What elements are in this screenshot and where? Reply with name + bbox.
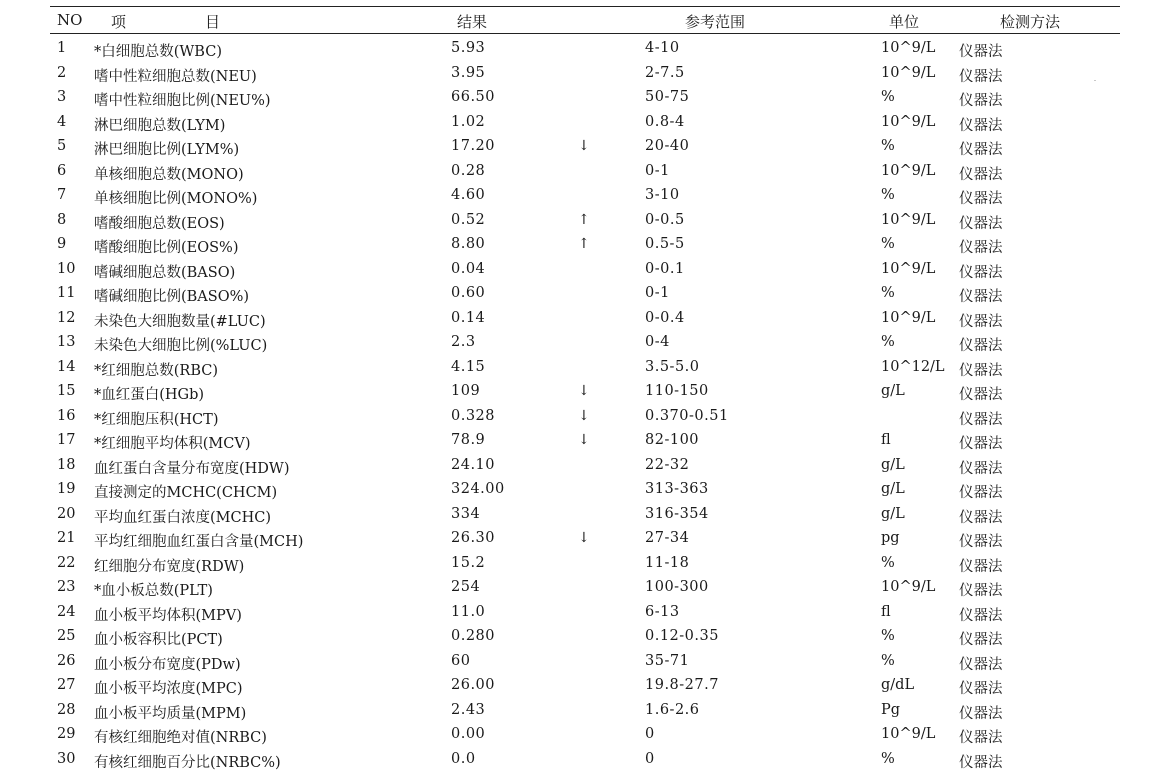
row-reference-range: 82-100 bbox=[645, 432, 700, 448]
row-result: 1.02 bbox=[451, 113, 486, 130]
row-method: 仪器法 bbox=[959, 117, 1003, 134]
row-reference-range: 35-71 bbox=[645, 652, 690, 669]
row-method: 仪器法 bbox=[959, 44, 1003, 60]
row-number: 23 bbox=[57, 579, 76, 595]
row-method: 仪器法 bbox=[959, 705, 1003, 722]
row-item-name: 嗜酸细胞比例(EOS%) bbox=[94, 240, 239, 256]
row-result: 4.60 bbox=[451, 187, 486, 203]
row-result: 3.95 bbox=[451, 64, 486, 81]
table-row bbox=[50, 110, 1120, 135]
row-reference-range: 6-13 bbox=[645, 603, 680, 620]
row-method: 仪器法 bbox=[959, 93, 1003, 109]
row-method: 仪器法 bbox=[959, 362, 1003, 379]
row-result: 15.2 bbox=[451, 554, 486, 571]
row-reference-range: 0.8-4 bbox=[645, 113, 685, 130]
row-item-name: 单核细胞总数(MONO) bbox=[94, 166, 244, 183]
row-unit: fl bbox=[881, 603, 891, 620]
row-method: 仪器法 bbox=[959, 632, 1003, 648]
row-reference-range: 316-354 bbox=[645, 505, 709, 522]
row-result: 0.14 bbox=[451, 309, 486, 326]
header-item-2: 目 bbox=[205, 13, 221, 31]
row-result: 0.60 bbox=[451, 285, 486, 301]
row-reference-range: 0.5-5 bbox=[645, 236, 685, 252]
row-reference-range: 27-34 bbox=[645, 530, 690, 546]
row-item-name: 嗜碱细胞总数(BASO) bbox=[94, 264, 236, 281]
row-item-name: 单核细胞比例(MONO%) bbox=[94, 191, 258, 207]
row-result: 334 bbox=[451, 505, 481, 522]
row-item-name: *血小板总数(PLT) bbox=[94, 583, 213, 599]
row-unit: 10^9/L bbox=[881, 162, 936, 179]
row-item-name: *红细胞总数(RBC) bbox=[94, 362, 219, 379]
row-result: 24.10 bbox=[451, 456, 496, 473]
row-result: 60 bbox=[451, 652, 471, 669]
row-number: 3 bbox=[57, 89, 67, 105]
row-result: 78.9 bbox=[451, 432, 486, 448]
row-result: 26.30 bbox=[451, 530, 496, 546]
header-method: 检测方法 bbox=[1000, 13, 1061, 31]
row-unit: % bbox=[881, 652, 895, 669]
header-rule bbox=[50, 33, 1120, 34]
scan-speck bbox=[1094, 80, 1096, 81]
row-reference-range: 20-40 bbox=[645, 138, 690, 154]
row-item-name: 直接测定的MCHC(CHCM) bbox=[94, 485, 278, 501]
row-method: 仪器法 bbox=[959, 583, 1003, 599]
row-reference-range: 0-1 bbox=[645, 285, 670, 301]
row-number: 13 bbox=[57, 334, 76, 350]
table-row bbox=[50, 624, 1120, 649]
row-reference-range: 313-363 bbox=[645, 481, 709, 497]
row-item-name: 有核红细胞绝对值(NRBC) bbox=[94, 730, 267, 746]
row-number: 10 bbox=[57, 260, 76, 277]
row-number: 12 bbox=[57, 309, 76, 326]
row-unit: 10^9/L bbox=[881, 40, 936, 56]
table-row bbox=[50, 183, 1120, 208]
row-result: 0.04 bbox=[451, 260, 486, 277]
row-item-name: 嗜碱细胞比例(BASO%) bbox=[94, 289, 250, 305]
row-reference-range: 0-4 bbox=[645, 334, 670, 350]
row-method: 仪器法 bbox=[959, 730, 1003, 746]
row-item-name: 平均血红蛋白浓度(MCHC) bbox=[94, 509, 271, 526]
row-unit: 10^9/L bbox=[881, 64, 936, 81]
row-number: 19 bbox=[57, 481, 76, 497]
table-row bbox=[50, 453, 1120, 478]
row-item-name: 血小板平均体积(MPV) bbox=[94, 607, 242, 624]
table-row bbox=[50, 575, 1120, 600]
row-number: 2 bbox=[57, 64, 67, 81]
row-reference-range: 11-18 bbox=[645, 554, 690, 571]
row-unit: fl bbox=[881, 432, 891, 448]
row-number: 6 bbox=[57, 162, 67, 179]
table-row bbox=[50, 355, 1120, 380]
row-item-name: *红细胞平均体积(MCV) bbox=[94, 436, 251, 452]
row-method: 仪器法 bbox=[959, 558, 1003, 575]
row-unit: 10^9/L bbox=[881, 309, 936, 326]
row-unit: % bbox=[881, 334, 895, 350]
row-result: 66.50 bbox=[451, 89, 496, 105]
table-row bbox=[50, 36, 1120, 61]
row-number: 30 bbox=[57, 750, 76, 767]
table-row bbox=[50, 232, 1120, 257]
row-method: 仪器法 bbox=[959, 191, 1003, 207]
row-unit: % bbox=[881, 187, 895, 203]
table-row bbox=[50, 428, 1120, 453]
row-result: 0.328 bbox=[451, 407, 496, 424]
row-number: 14 bbox=[57, 358, 76, 375]
row-result: 8.80 bbox=[451, 236, 486, 252]
row-result: 0.28 bbox=[451, 162, 486, 179]
table-row bbox=[50, 698, 1120, 723]
row-item-name: 未染色大细胞比例(%LUC) bbox=[94, 338, 268, 354]
row-item-name: 嗜中性粒细胞总数(NEU) bbox=[94, 68, 257, 85]
table-row bbox=[50, 551, 1120, 576]
row-unit: g/L bbox=[881, 481, 905, 497]
table-row bbox=[50, 600, 1120, 625]
row-result: 5.93 bbox=[451, 40, 486, 56]
row-reference-range: 0-0.1 bbox=[645, 260, 685, 277]
table-row bbox=[50, 673, 1120, 698]
row-result: 324.00 bbox=[451, 481, 505, 497]
row-unit: % bbox=[881, 89, 895, 105]
row-result: 26.00 bbox=[451, 677, 496, 693]
lab-report bbox=[50, 6, 1120, 771]
row-result: 2.3 bbox=[451, 334, 476, 350]
row-unit: % bbox=[881, 236, 895, 252]
row-result: 4.15 bbox=[451, 358, 486, 375]
row-unit: % bbox=[881, 138, 895, 154]
row-unit: 10^9/L bbox=[881, 579, 936, 595]
row-unit: % bbox=[881, 750, 895, 767]
row-number: 1 bbox=[57, 40, 67, 56]
row-result: 109 bbox=[451, 383, 481, 399]
row-unit: 10^9/L bbox=[881, 211, 936, 228]
row-item-name: 嗜中性粒细胞比例(NEU%) bbox=[94, 93, 271, 109]
row-reference-range: 0.370-0.51 bbox=[645, 407, 729, 424]
row-unit: pg bbox=[881, 530, 900, 546]
row-item-name: 嗜酸细胞总数(EOS) bbox=[94, 215, 225, 232]
row-item-name: 红细胞分布宽度(RDW) bbox=[94, 558, 245, 575]
row-item-name: *血红蛋白(HGb) bbox=[94, 387, 205, 403]
row-unit: 10^9/L bbox=[881, 260, 936, 277]
row-unit: 10^9/L bbox=[881, 726, 936, 742]
row-number: 27 bbox=[57, 677, 76, 693]
row-unit: % bbox=[881, 285, 895, 301]
row-unit: % bbox=[881, 554, 895, 571]
row-method: 仪器法 bbox=[959, 338, 1003, 354]
table-row bbox=[50, 208, 1120, 233]
table-row bbox=[50, 159, 1120, 184]
row-reference-range: 0 bbox=[645, 726, 655, 742]
row-reference-range: 19.8-27.7 bbox=[645, 677, 719, 693]
row-flag-arrow: ↓ bbox=[578, 530, 590, 546]
row-number: 9 bbox=[57, 236, 67, 252]
table-row bbox=[50, 526, 1120, 551]
header-no: NO bbox=[57, 11, 83, 29]
row-result: 254 bbox=[451, 579, 481, 595]
row-reference-range: 100-300 bbox=[645, 579, 709, 595]
row-number: 15 bbox=[57, 383, 76, 399]
table-row bbox=[50, 330, 1120, 355]
row-reference-range: 0.12-0.35 bbox=[645, 628, 719, 644]
row-method: 仪器法 bbox=[959, 485, 1003, 501]
table-row bbox=[50, 722, 1120, 747]
row-item-name: 血小板分布宽度(PDw) bbox=[94, 656, 241, 673]
row-reference-range: 0-0.5 bbox=[645, 211, 685, 228]
row-reference-range: 0-0.4 bbox=[645, 309, 685, 326]
row-method: 仪器法 bbox=[959, 607, 1003, 624]
row-reference-range: 2-7.5 bbox=[645, 64, 685, 81]
row-flag-arrow: ↓ bbox=[578, 138, 590, 154]
row-unit: Pg bbox=[881, 701, 901, 718]
row-reference-range: 22-32 bbox=[645, 456, 690, 473]
row-item-name: 血小板容积比(PCT) bbox=[94, 632, 223, 648]
row-item-name: 有核红细胞百分比(NRBC%) bbox=[94, 754, 281, 771]
row-number: 7 bbox=[57, 187, 67, 203]
table-row bbox=[50, 306, 1120, 331]
row-flag-arrow: ↑ bbox=[578, 236, 590, 252]
row-number: 26 bbox=[57, 652, 76, 669]
row-reference-range: 4-10 bbox=[645, 40, 680, 56]
row-number: 21 bbox=[57, 530, 76, 546]
header-reference: 参考范围 bbox=[685, 13, 746, 31]
table-header bbox=[50, 7, 1120, 33]
row-number: 11 bbox=[57, 285, 76, 301]
header-item-1: 项 bbox=[111, 13, 127, 31]
row-item-name: 未染色大细胞数量(#LUC) bbox=[94, 313, 266, 330]
row-result: 17.20 bbox=[451, 138, 496, 154]
row-number: 16 bbox=[57, 407, 76, 424]
row-method: 仪器法 bbox=[959, 436, 1003, 452]
row-reference-range: 0 bbox=[645, 750, 655, 767]
row-number: 28 bbox=[57, 701, 76, 718]
row-reference-range: 1.6-2.6 bbox=[645, 701, 700, 718]
header-result: 结果 bbox=[457, 13, 488, 31]
row-item-name: 血小板平均质量(MPM) bbox=[94, 705, 247, 722]
row-method: 仪器法 bbox=[959, 681, 1003, 697]
header-unit: 单位 bbox=[889, 13, 920, 31]
row-number: 17 bbox=[57, 432, 76, 448]
row-method: 仪器法 bbox=[959, 142, 1003, 158]
row-item-name: *红细胞压积(HCT) bbox=[94, 411, 219, 428]
row-method: 仪器法 bbox=[959, 264, 1003, 281]
row-method: 仪器法 bbox=[959, 289, 1003, 305]
row-number: 25 bbox=[57, 628, 76, 644]
row-method: 仪器法 bbox=[959, 387, 1003, 403]
row-result: 0.280 bbox=[451, 628, 496, 644]
row-item-name: 血小板平均浓度(MPC) bbox=[94, 681, 243, 697]
row-number: 4 bbox=[57, 113, 67, 130]
row-number: 20 bbox=[57, 505, 76, 522]
table-row bbox=[50, 134, 1120, 159]
table-row bbox=[50, 281, 1120, 306]
row-item-name: *白细胞总数(WBC) bbox=[94, 44, 222, 60]
row-method: 仪器法 bbox=[959, 240, 1003, 256]
table-row bbox=[50, 649, 1120, 674]
row-flag-arrow: ↓ bbox=[578, 407, 590, 424]
row-method: 仪器法 bbox=[959, 411, 1003, 428]
row-flag-arrow: ↑ bbox=[578, 211, 590, 228]
row-flag-arrow: ↓ bbox=[578, 383, 590, 399]
row-result: 0.00 bbox=[451, 726, 486, 742]
row-unit: g/L bbox=[881, 383, 905, 399]
table-row bbox=[50, 502, 1120, 527]
row-number: 8 bbox=[57, 211, 67, 228]
table-row bbox=[50, 747, 1120, 772]
row-method: 仪器法 bbox=[959, 534, 1003, 550]
row-item-name: 淋巴细胞总数(LYM) bbox=[94, 117, 226, 134]
row-number: 29 bbox=[57, 726, 76, 742]
row-number: 24 bbox=[57, 603, 76, 620]
row-unit: g/L bbox=[881, 505, 905, 522]
row-method: 仪器法 bbox=[959, 460, 1003, 477]
table-row bbox=[50, 477, 1120, 502]
row-method: 仪器法 bbox=[959, 656, 1003, 673]
table-body bbox=[50, 36, 1120, 771]
row-method: 仪器法 bbox=[959, 68, 1003, 85]
row-reference-range: 110-150 bbox=[645, 383, 709, 399]
row-result: 2.43 bbox=[451, 701, 486, 718]
row-unit: g/dL bbox=[881, 677, 915, 693]
row-number: 18 bbox=[57, 456, 76, 473]
table-row bbox=[50, 379, 1120, 404]
row-reference-range: 0-1 bbox=[645, 162, 670, 179]
table-row bbox=[50, 61, 1120, 86]
row-method: 仪器法 bbox=[959, 166, 1003, 183]
row-reference-range: 3.5-5.0 bbox=[645, 358, 700, 375]
row-unit: % bbox=[881, 628, 895, 644]
row-result: 0.0 bbox=[451, 750, 476, 767]
table-row bbox=[50, 404, 1120, 429]
table-row bbox=[50, 85, 1120, 110]
row-unit: 10^9/L bbox=[881, 113, 936, 130]
row-reference-range: 3-10 bbox=[645, 187, 680, 203]
row-flag-arrow: ↓ bbox=[578, 432, 590, 448]
row-method: 仪器法 bbox=[959, 215, 1003, 232]
row-method: 仪器法 bbox=[959, 313, 1003, 330]
row-result: 11.0 bbox=[451, 603, 486, 620]
row-number: 22 bbox=[57, 554, 76, 571]
row-unit: g/L bbox=[881, 456, 905, 473]
row-method: 仪器法 bbox=[959, 509, 1003, 526]
row-item-name: 血红蛋白含量分布宽度(HDW) bbox=[94, 460, 290, 477]
row-item-name: 淋巴细胞比例(LYM%) bbox=[94, 142, 240, 158]
row-reference-range: 50-75 bbox=[645, 89, 690, 105]
row-item-name: 平均红细胞血红蛋白含量(MCH) bbox=[94, 534, 304, 550]
row-method: 仪器法 bbox=[959, 754, 1003, 771]
table-row bbox=[50, 257, 1120, 282]
row-result: 0.52 bbox=[451, 211, 486, 228]
row-number: 5 bbox=[57, 138, 67, 154]
row-unit: 10^12/L bbox=[881, 358, 945, 375]
